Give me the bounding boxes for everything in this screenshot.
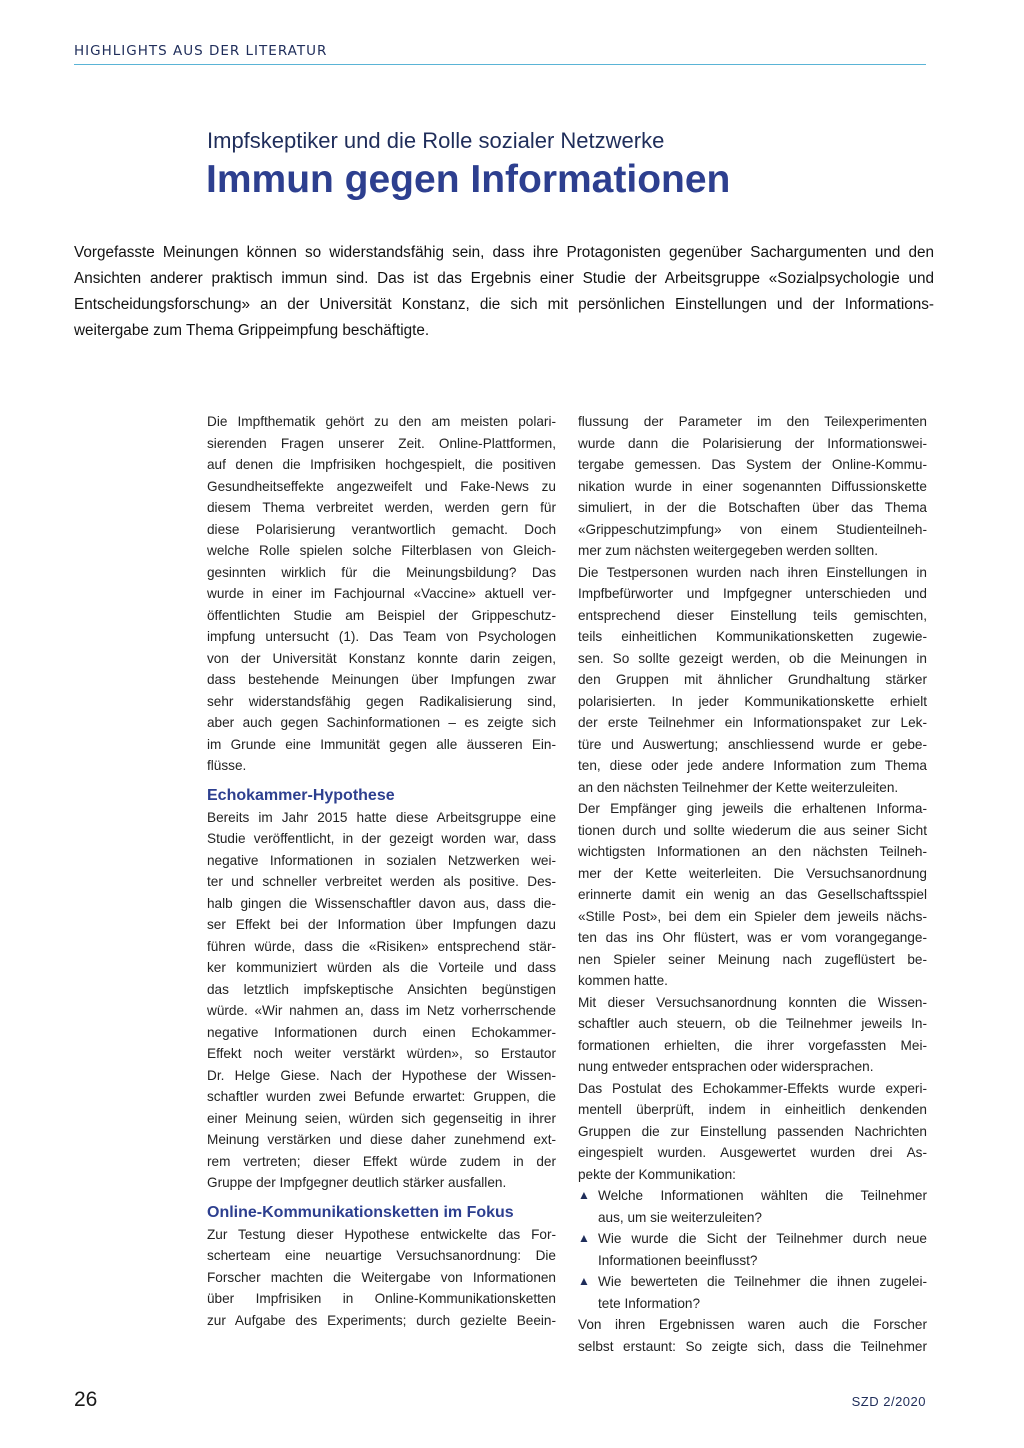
left-column [207, 411, 556, 1331]
body-line: erinnerte damit ein wenig an das Gesellschaftsspiel [578, 887, 927, 902]
body-line: simuliert, in der die Botschaften über das Thema [578, 500, 927, 515]
body-line: rem vertreten; dieser Effekt würde zudem in der [207, 1153, 556, 1169]
body-line: negative Informationen in sozialen Netzwerken wei- [207, 852, 556, 868]
bullet-item [578, 1271, 927, 1293]
body-line: schaftler auch steuern, ob die Teilnehmer jeweils In- [578, 1016, 927, 1031]
body-line: Mit dieser Versuchsanordnung konnten die Wissen- [578, 994, 927, 1010]
body-line: nung entweder entsprachen oder widersprachen. [578, 1059, 874, 1074]
body-line: polarisierten. In jeder Kommunikationskette erhielt [578, 693, 927, 709]
body-line: Forscher machten die Weitergabe von Informationen [207, 1269, 556, 1285]
body-line: der erste Teilnehmer ein Informationspaket zur Lek- [578, 715, 927, 730]
body-line: flüsse. [207, 758, 247, 773]
body-line: Gruppe der Impfgegner deutlich stärker ausfallen. [207, 1175, 507, 1190]
subheading-echokammer: Echokammer-Hypothese [207, 786, 395, 804]
body-line: ten, diese oder jede andere Information zum Thema [578, 758, 927, 773]
body-line: pekte der Kommunikation: [578, 1166, 736, 1182]
body-line: einer Meinung seien, würden sich gegenseitig in ihrer [207, 1110, 556, 1126]
body-line: führen würde, dass die «Risiken» entsprechend stär- [207, 938, 556, 954]
body-line: diesem Thema verbreitet werden, werden gern für [207, 500, 556, 515]
body-line: wichtigsten Informationen an den nächsten Teilneh- [578, 844, 927, 859]
body-line: öffentlichten Studie am Beispiel der Grippeschutz- [207, 607, 556, 623]
body-line: nen Spieler seiner Meinung nach zugeflüstert be- [578, 951, 927, 967]
body-line: entsprechend dieser Einstellung teils gemischten, [578, 607, 927, 623]
body-line: zur Aufgabe des Experiments; durch gezielte Beein- [207, 1312, 556, 1328]
body-line: wurde in einer im Fachjournal «Vaccine» aktuell ver- [207, 586, 556, 601]
body-line: tergabe gemessen. Das System der Online-Kommu- [578, 457, 927, 472]
body-line: Zur Testung dieser Hypothese entwickelte das For- [207, 1226, 556, 1242]
body-line: negative Informationen durch einen Echokammer- [207, 1024, 556, 1040]
body-line: auf denen die Impfrisiken hochgespielt, die positiven [207, 457, 556, 472]
body-line: über Impfrisiken in Online-Kommunikationsketten [207, 1291, 556, 1306]
body-line: Meinung verstärken und diese daher zunehmend ext- [207, 1132, 556, 1147]
article-title: Immun gegen Informationen [206, 158, 731, 201]
bullet-continuation: tete Information? [598, 1295, 701, 1311]
body-line: gesinnten wirklich für die Meinungsbildung? Das [207, 564, 556, 580]
lead-line: weitergabe zum Thema Grippeimpfung beschäftigte. [74, 322, 430, 339]
body-line: das letztlich impfskeptische Ansichten begünstigen [207, 981, 556, 997]
body-line: «Stille Post», bei dem ein Spieler dem jeweils nächs- [578, 908, 927, 924]
body-line: ser Effekt bei der Information über Impfungen dazu [207, 917, 556, 932]
bullet-text: Wie wurde die Sicht der Teilnehmer durch neue [598, 1231, 927, 1246]
triangle-bullet-icon: ▲ [578, 1188, 590, 1202]
issue-label: SZD 2/2020 [851, 1394, 926, 1409]
section-title: HIGHLIGHTS AUS DER LITERATUR [74, 43, 328, 59]
bullet-text: Wie bewerteten die Teilnehmer die ihnen zugelei- [598, 1274, 927, 1289]
body-line: halb gingen die Wissenschaftler davon aus, dass die- [207, 895, 556, 911]
article-kicker: Impfskeptiker und die Rolle sozialer Netzwerke [207, 128, 665, 153]
body-line: «Grippeschutzimpfung» von einem Studienteilneh- [578, 521, 927, 537]
body-line: von der Universität Konstanz konnte darin zeigen, [207, 650, 556, 666]
lead-line: Vorgefasste Meinungen können so widerstandsfähig sein, dass ihre Protagonisten gegenüber Sachargumenten und den [74, 244, 934, 261]
lead-line: Entscheidungsforschung» an der Universität Konstanz, die sich mit persönlichen Einstellungen und der Informations- [74, 296, 934, 313]
body-line: den Gruppen mit ähnlicher Grundhaltung stärker [578, 672, 927, 687]
body-line: formationen erhielten, die ihrer vorgefassten Mei- [578, 1037, 927, 1053]
triangle-bullet-icon: ▲ [578, 1231, 590, 1245]
body-line: türe und Auswertung; anschliessend wurde er gebe- [578, 736, 927, 752]
body-line: Impfbefürworter und Impfgegner unterschieden und [578, 586, 927, 601]
body-line: Gruppen die zur Einstellung passenden Nachrichten [578, 1123, 927, 1139]
body-line: dass bestehende Meinungen über Impfungen zwar [207, 672, 556, 687]
body-line: tionen durch und sollte wiederum die aus seiner Sicht [578, 822, 927, 838]
bullet-text: Welche Informationen wählten die Teilnehmer [598, 1188, 927, 1203]
body-line: Das Postulat des Echokammer-Effekts wurde experi- [578, 1080, 927, 1096]
body-line: wurde dann die Polarisierung der Informationswei- [578, 435, 927, 451]
body-line: Bereits im Jahr 2015 hatte diese Arbeitsgruppe eine [207, 809, 556, 825]
lead-line: Ansichten anderer praktisch immun sind. Das ist das Ergebnis einer Studie der Arbeitsgruppe «Sozialpsychologie und [74, 270, 934, 287]
body-line: aber auch gegen Sachinformationen – es zeigte sich [207, 715, 556, 730]
body-line: selbst erstaunt: So zeigte sich, dass die Teilnehmer [578, 1338, 927, 1354]
body-line: teils einheitlichen Kommunikationsketten zugewie- [578, 629, 927, 644]
body-line: sehr widerstandsfähig gegen Radikalisierung sind, [207, 693, 556, 709]
body-line: im Grunde eine Immunität gegen alle äusseren Ein- [207, 736, 556, 752]
body-line: an den nächsten Teilnehmer der Kette weiterzuleiten. [578, 779, 899, 795]
body-line: scherteam eine neuartige Versuchsanordnung: Die [207, 1248, 556, 1263]
article-lead [74, 240, 934, 344]
body-line: sen. So sollte gezeigt werden, ob die Meinungen in [578, 650, 927, 666]
body-line: Dr. Helge Giese. Nach der Hypothese der Wissen- [207, 1067, 556, 1083]
subheading-online-kommunikation: Online-Kommunikationsketten im Fokus [207, 1203, 514, 1221]
body-line: ter und schneller verbreitet werden als positive. Des- [207, 874, 556, 889]
page-number: 26 [74, 1388, 98, 1411]
body-line: Effekt noch weiter verstärkt würden», so Erstautor [207, 1046, 556, 1061]
body-line: eingespielt wurden. Ausgewertet wurden drei As- [578, 1145, 927, 1160]
bullet-item [578, 1185, 927, 1207]
bullet-continuation: Informationen beeinflusst? [598, 1252, 758, 1268]
body-line: mer zum nächsten weitergegeben werden sollten. [578, 543, 878, 558]
body-line: mentell überprüft, indem in einheitlich denkenden [578, 1102, 927, 1117]
right-column [578, 411, 927, 1357]
body-line: ten das ins Ohr flüstert, was er vom vorangegange- [578, 930, 927, 945]
triangle-bullet-icon: ▲ [578, 1274, 590, 1288]
body-line: Die Impfthematik gehört zu den am meisten polari- [207, 414, 556, 429]
body-line: Studie veröffentlicht, in der gezeigt worden war, dass [207, 831, 556, 846]
body-line: ker kommuniziert würden als die Vorteile und dass [207, 960, 556, 975]
body-line: mer der Kette weiterleiten. Die Versuchsanordnung [578, 865, 927, 881]
body-line: kommen hatte. [578, 973, 668, 988]
body-line: Gesundheitseffekte angezweifelt und Fake-News zu [207, 478, 556, 494]
body-line: Von ihren Ergebnissen waren auch die Forscher [578, 1317, 927, 1332]
bullet-item [578, 1228, 927, 1250]
body-line: welche Rolle spielen solche Filterblasen von Gleich- [207, 543, 556, 558]
body-line: Der Empfänger ging jeweils die erhaltenen Informa- [578, 801, 927, 816]
body-line: schaftler wurden zwei Befunde erwartet: Gruppen, die [207, 1089, 556, 1104]
bullet-continuation: aus, um sie weiterzuleiten? [598, 1209, 762, 1225]
body-line: Die Testpersonen wurden nach ihren Einstellungen in [578, 564, 927, 580]
body-line: flussung der Parameter im den Teilexperimenten [578, 414, 927, 429]
body-line: würde. «Wir nahmen an, dass im Netz vorherrschende [207, 1003, 556, 1018]
body-line: diese Polarisierung verantwortlich gemacht. Doch [207, 521, 556, 537]
body-line: nikation wurde in einer sogenannten Diffussionskette [578, 478, 927, 494]
body-line: sierenden Fragen unserer Zeit. Online-Plattformen, [207, 435, 556, 451]
body-line: impfung untersucht (1). Das Team von Psychologen [207, 629, 556, 644]
section-header [74, 42, 926, 65]
